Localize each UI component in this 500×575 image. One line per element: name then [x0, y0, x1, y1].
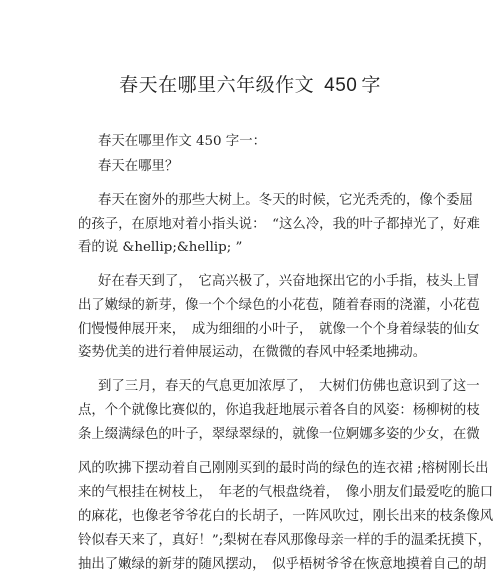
- paragraph-line: 的麻花，也像老爷爷花白的长胡子，一阵风吹过，刚长出来的枝条像风: [78, 509, 494, 524]
- title-number: 450: [324, 75, 358, 96]
- subtitle-line: 春天在哪里作文 450 字一：: [98, 134, 266, 149]
- question-line: 春天在哪里？: [98, 159, 179, 174]
- title-text: 春天在哪里六年级作文: [119, 74, 315, 96]
- paragraph-line: 抽出了嫩绿的新芽的随风摆动， 似乎梧树爷爷在恢意地摸着自己的胡: [78, 557, 487, 572]
- title-unit: 字: [361, 74, 381, 96]
- document-title: [0, 70, 500, 97]
- paragraph-line: 风的吹拂下摆动着自己刚刚买到的最时尚的绿色的连衣裙 ;榕树刚长出: [78, 461, 489, 476]
- paragraph-line: 出了嫩绿的新芽，像一个个绿色的小花苞，随着春雨的浇灌，小花苞: [78, 298, 480, 313]
- paragraph-line: 的孩子，在原地对着小指头说： “这么冷，我的叶子都掉光了，好难: [78, 217, 480, 232]
- paragraph-line: 姿势优美的进行着伸展运动，在微微的春风中轻柔地拂动。: [78, 345, 427, 360]
- paragraph-line: 们慢慢伸展开来， 成为细细的小叶子， 就像一个个身着绿装的仙女: [78, 322, 480, 337]
- paragraph-line: 好在春天到了， 它高兴极了，兴奋地探出它的小手指，枝头上冒: [98, 274, 480, 289]
- paragraph-line: 春天在窗外的那些大树上。冬天的时候，它光秃秃的，像个委屈: [98, 193, 473, 208]
- paragraph-line: 点，个个就像比赛似的，你追我赶地展示着各自的风姿：杨柳树的枝: [78, 403, 480, 418]
- paragraph-line: 到了三月，春天的气息更加浓厚了， 大树们仿佛也意识到了这一: [98, 379, 480, 394]
- paragraph-line: 条上缀满绿色的叶子，翠绿翠绿的，就像一位婀娜多姿的少女，在微: [78, 427, 480, 442]
- paragraph-line: 来的气根挂在树枝上， 年老的气根盘绕着， 像小朋友们最爱吃的脆口: [78, 485, 494, 500]
- paragraph-line: 看的说 &hellip;&hellip; ”: [78, 240, 243, 255]
- paragraph-line: 铃似春天来了，真好！”;梨树在春风那像母亲一样的手的温柔抚摸下，: [78, 533, 492, 548]
